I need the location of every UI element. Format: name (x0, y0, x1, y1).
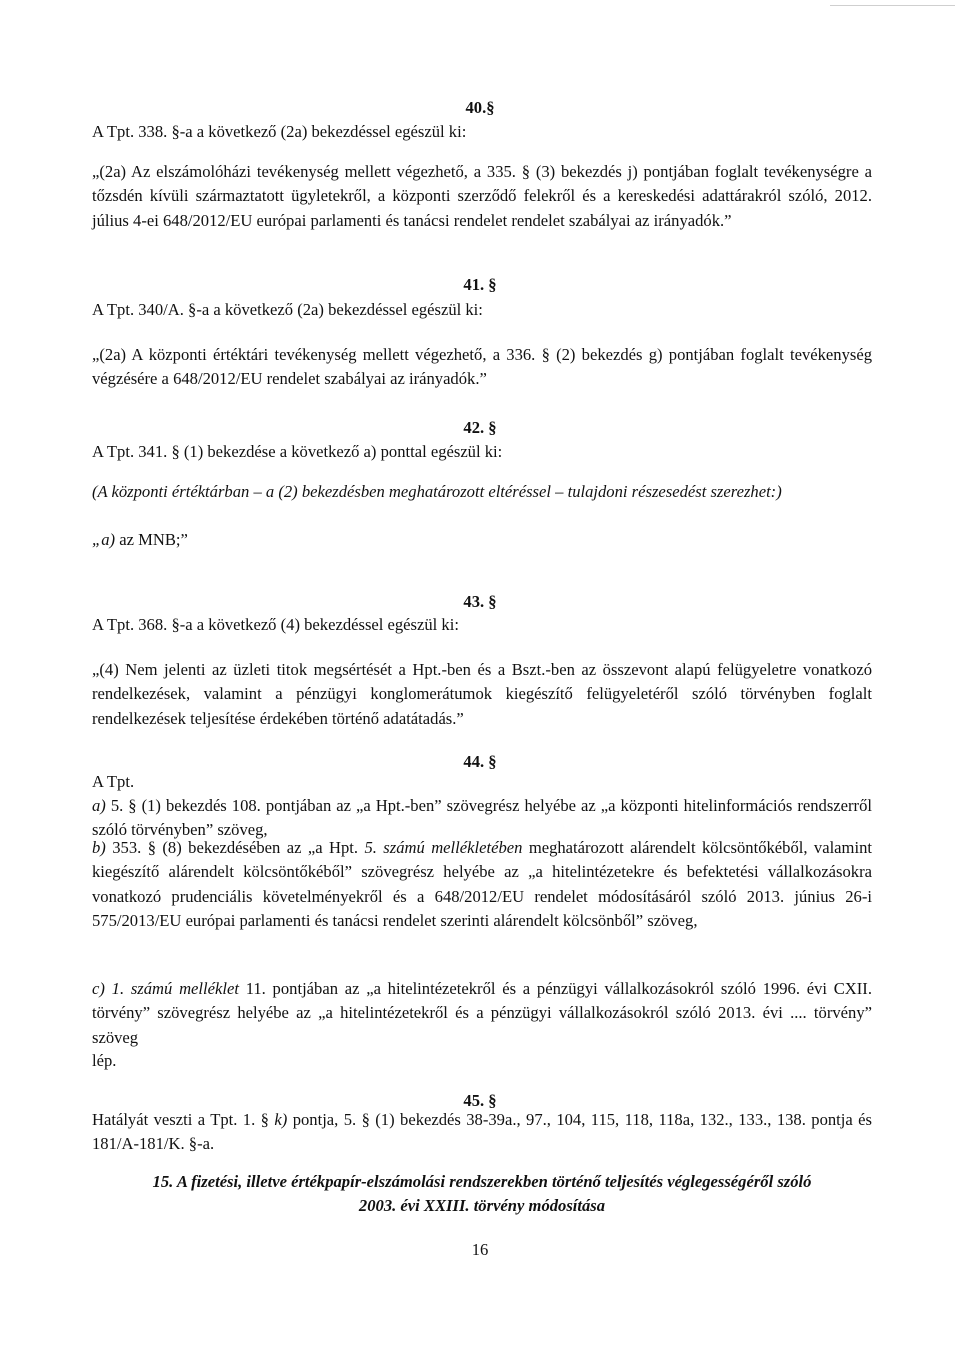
section-45-text2: pontja, 5. § (1) bekezdés 38-39a., 97., 104, 115, 118, 118a, 132., 133., 138. pontja és 181/A-181/K. §-a. (92, 1110, 872, 1154)
scan-artifact-line (830, 5, 955, 6)
section-44-intro: A Tpt. (92, 772, 135, 791)
section-45-text (92, 1108, 872, 1157)
section-44-b-italic: 5. számú mellékletében (364, 838, 523, 857)
section-44-closing: lép. (92, 1051, 117, 1070)
section-42-item-label: „a) (92, 530, 116, 549)
section-43-number: 43. § (463, 592, 497, 611)
chapter-heading (92, 1170, 872, 1218)
section-44-number: 44. § (463, 752, 497, 771)
section-42-context: (A központi értéktárban – a (2) bekezdésben meghatározott eltéréssel – tulajdoni részesedést szerezhet:) (92, 482, 782, 501)
section-42-item (92, 528, 872, 552)
section-41-number: 41. § (463, 275, 497, 294)
chapter-heading-line1: 15. A fizetési, illetve értékpapír-elszámolási rendszerekben történő teljesítés véglegességéről szóló (152, 1172, 812, 1191)
section-44-b-text2: meghatározott alárendelt kölcsöntőkéből, valamint kiegészítő alárendelt kölcsöntőkéből” szövegrész helyébe az „a hitelintézetekre és befektetési vállalkozásokra vonatkozó prudenciális követelményekről és a 648/2012/EU rendelet módosításáról szóló 2013. június 26-i 575/2013/EU európai parlamenti és tanácsi rendelet szerinti alárendelt kölcsönből” szöveg, (92, 838, 872, 931)
section-42-item-text: az MNB;” (115, 530, 188, 549)
section-44-item-c (92, 977, 872, 1050)
section-44-b-label: b) (92, 838, 106, 857)
section-45-k: k) (274, 1110, 288, 1129)
section-43-intro: A Tpt. 368. §-a a következő (4) bekezdéssel egészül ki: (92, 615, 459, 634)
section-45-number: 45. § (463, 1091, 497, 1110)
section-43-quote: „(4) Nem jelenti az üzleti titok megsértését a Hpt.-ben és a Bszt.-ben az összevont alapú felügyeletre vonatkozó rendelkezések, valamint a pénzügyi konglomerátumok kiegészítő felügyeletéről szóló törvényben foglalt rendelkezések teljesítése érdekében történő adatátadás.” (92, 660, 872, 728)
section-44-a-label: a) (92, 796, 106, 815)
section-41-quote: „(2a) A központi értéktári tevékenység mellett végezhető, a 336. § (2) bekezdés g) pontjában foglalt tevékenység végzésére a 648/2012/EU rendelet szabályai az irányadók.” (92, 345, 872, 389)
chapter-heading-line2: 2003. évi XXIII. törvény módosítása (358, 1196, 606, 1215)
section-45-text1: Hatályát veszti a Tpt. 1. § (92, 1110, 275, 1129)
section-44-item-b (92, 836, 872, 934)
section-42-intro: A Tpt. 341. § (1) bekezdése a következő a) ponttal egészül ki: (92, 442, 503, 461)
page-number: 16 (471, 1240, 489, 1259)
section-42-number: 42. § (463, 418, 497, 437)
section-44-c-italic: 1. számú melléklet (104, 979, 239, 998)
section-40-number: 40.§ (465, 98, 495, 117)
section-44-c-label: c) (92, 979, 105, 998)
section-44-c-text: 11. pontjában az „a hitelintézetekről és a pénzügyi vállalkozásokról szóló 1996. évi CXII. törvény” szövegrész helyébe az „a hitelintézetekről és a pénzügyi vállalkozásokról szóló 2013. évi .... törvény” szöveg (92, 979, 872, 1047)
section-40-intro: A Tpt. 338. §-a a következő (2a) bekezdéssel egészül ki: (92, 122, 467, 141)
section-44-b-text1: 353. § (8) bekezdésében az „a Hpt. (105, 838, 365, 857)
section-44-a-text: 5. § (1) bekezdés 108. pontjában az „a Hpt.-ben” szövegrész helyébe az „a központi hitelinformációs rendszerről szóló törvényben” szöveg, (92, 796, 872, 840)
section-40-quote: „(2a) Az elszámolóházi tevékenység mellett végezhető, a 335. § (3) bekezdés j) pontjában foglalt tevékenységre a tőzsdén kívüli származtatott ügyletekről, a központi szerződő felekről és a kereskedési adattárakról szóló, 2012. július 4-ei 648/2012/EU európai parlamenti és tanácsi rendelet rendelet szabályai az irányadók.” (92, 162, 872, 230)
section-41-intro: A Tpt. 340/A. §-a a következő (2a) bekezdéssel egészül ki: (92, 300, 483, 319)
